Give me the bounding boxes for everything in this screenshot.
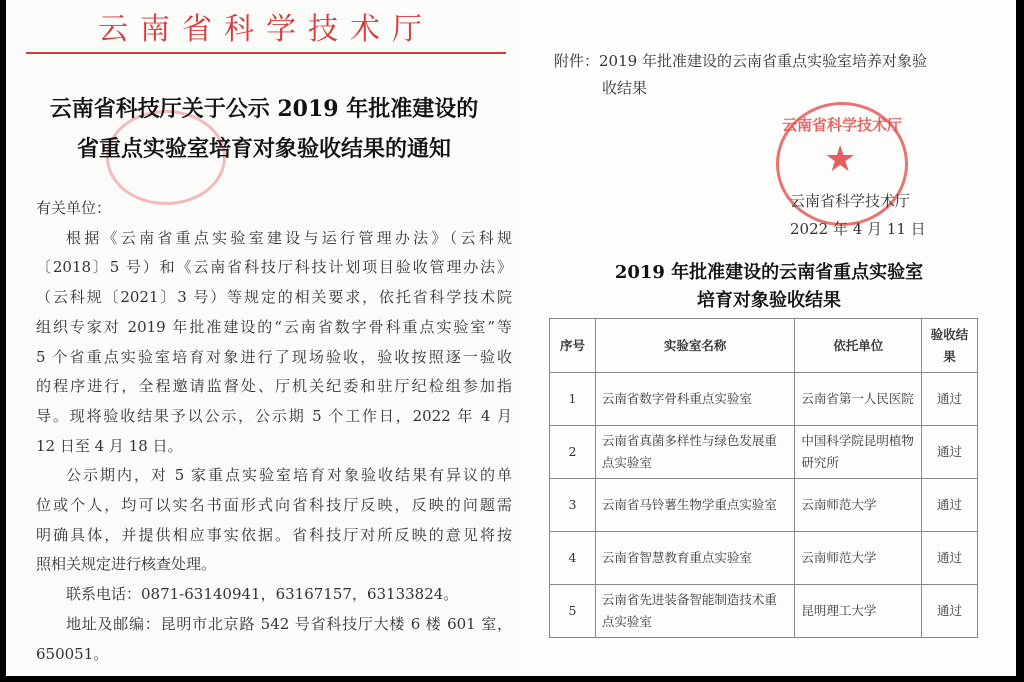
signature: 云南省科学技术厅 — [790, 192, 911, 210]
body-line: 位或个人，均可以实名书面形式向省科技厅反映，反映的问题需 — [36, 496, 512, 514]
cell-index: 1 — [550, 373, 596, 426]
body-line: 照相关规定进行核查处理。 — [36, 555, 217, 574]
right-page — [522, 0, 1016, 676]
cell-host-unit: 昆明理工大学 — [795, 585, 922, 638]
notice-title-line-1: 云南省科技厅关于公示 2019 年批准建设的 — [49, 96, 479, 122]
cell-index: 5 — [550, 585, 596, 638]
body-line: 地址及邮编：昆明市北京路 542 号省科技厅大楼 6 楼 601 室， — [66, 614, 512, 633]
table-row — [550, 585, 978, 638]
table-row — [550, 373, 978, 426]
body-line: （云科规〔2021〕3 号）等规定的相关要求，依托省科学技术院 — [36, 288, 512, 307]
cell-host-unit: 云南师范大学 — [795, 479, 922, 532]
attachment-line-1: 附件：2019 年批准建设的云南省重点实验室培养对象验 — [554, 52, 927, 70]
cell-index: 3 — [550, 479, 596, 532]
table-title-line-2: 培育对象验收结果 — [697, 290, 841, 311]
body-line: 有关单位： — [36, 199, 112, 217]
cell-index: 2 — [550, 426, 596, 479]
results-table — [549, 318, 978, 638]
cell-index: 4 — [550, 532, 596, 585]
body-line: 联系电话：0871-63140941，63167157，63133824。 — [66, 585, 459, 604]
table-row — [550, 479, 978, 532]
body-line: 组织专家对 2019 年批准建设的“云南省数字骨科重点实验室”等 — [36, 317, 512, 336]
cell-result: 通过 — [922, 479, 978, 532]
header-lab-name: 实验室名称 — [595, 319, 794, 373]
body-line: 5 个省重点实验室培育对象进行了现场验收，验收按照逐一验收 — [36, 347, 512, 366]
cell-result: 通过 — [922, 373, 978, 426]
table-row — [550, 532, 978, 585]
body-line: 导。现将验收结果予以公示，公示期 5 个工作日，2022 年 4 月 — [36, 406, 512, 425]
cell-host-unit: 云南师范大学 — [795, 532, 922, 585]
seal-text: 云南省科学技术厅 — [782, 116, 903, 134]
seal-star-icon: ★ — [824, 139, 857, 180]
cell-lab-name: 云南省数字骨科重点实验室 — [595, 373, 794, 426]
body-line: 明确具体，并提供相应事实依据。省科技厅对所反映的意见将按 — [36, 525, 512, 544]
letterhead: 云南省科学技术厅 — [98, 12, 434, 47]
header-index: 序号 — [550, 319, 596, 373]
cell-result: 通过 — [922, 532, 978, 585]
header-host-unit: 依托单位 — [795, 319, 922, 373]
letterhead-divider — [26, 52, 506, 54]
table-row — [550, 426, 978, 479]
left-page — [6, 0, 522, 676]
cell-lab-name: 云南省真菌多样性与绿色发展重点实验室 — [595, 426, 794, 479]
body-line: 的程序进行，全程邀请监督处、厅机关纪委和驻厅纪检组参加指 — [36, 377, 512, 396]
cell-host-unit: 云南省第一人民医院 — [795, 373, 922, 426]
cell-result: 通过 — [922, 426, 978, 479]
cell-host-unit: 中国科学院昆明植物研究所 — [795, 426, 922, 479]
table-title-line-1: 2019 年批准建设的云南省重点实验室 — [614, 262, 924, 283]
cell-result: 通过 — [922, 585, 978, 638]
notice-title-line-2: 省重点实验室培育对象验收结果的通知 — [76, 136, 451, 162]
cell-lab-name: 云南省先进装备智能制造技术重点实验室 — [595, 585, 794, 638]
cell-lab-name: 云南省智慧教育重点实验室 — [595, 532, 794, 585]
cell-lab-name: 云南省马铃薯生物学重点实验室 — [595, 479, 794, 532]
attachment-line-2: 收结果 — [602, 79, 648, 97]
body-line: 12 日至 4 月 18 日。 — [36, 436, 183, 455]
body-line: 650051。 — [36, 644, 109, 663]
body-line: 公示期内，对 5 家重点实验室培育对象验收结果有异议的单 — [66, 466, 512, 485]
date: 2022 年 4 月 11 日 — [790, 220, 926, 238]
body-line: 根据《云南省重点实验室建设与运行管理办法》（云科规 — [66, 228, 512, 247]
header-result: 验收结果 — [922, 319, 978, 373]
body-line: 〔2018〕5 号）和《云南省科技厅科技计划项目验收管理办法》 — [36, 258, 512, 277]
